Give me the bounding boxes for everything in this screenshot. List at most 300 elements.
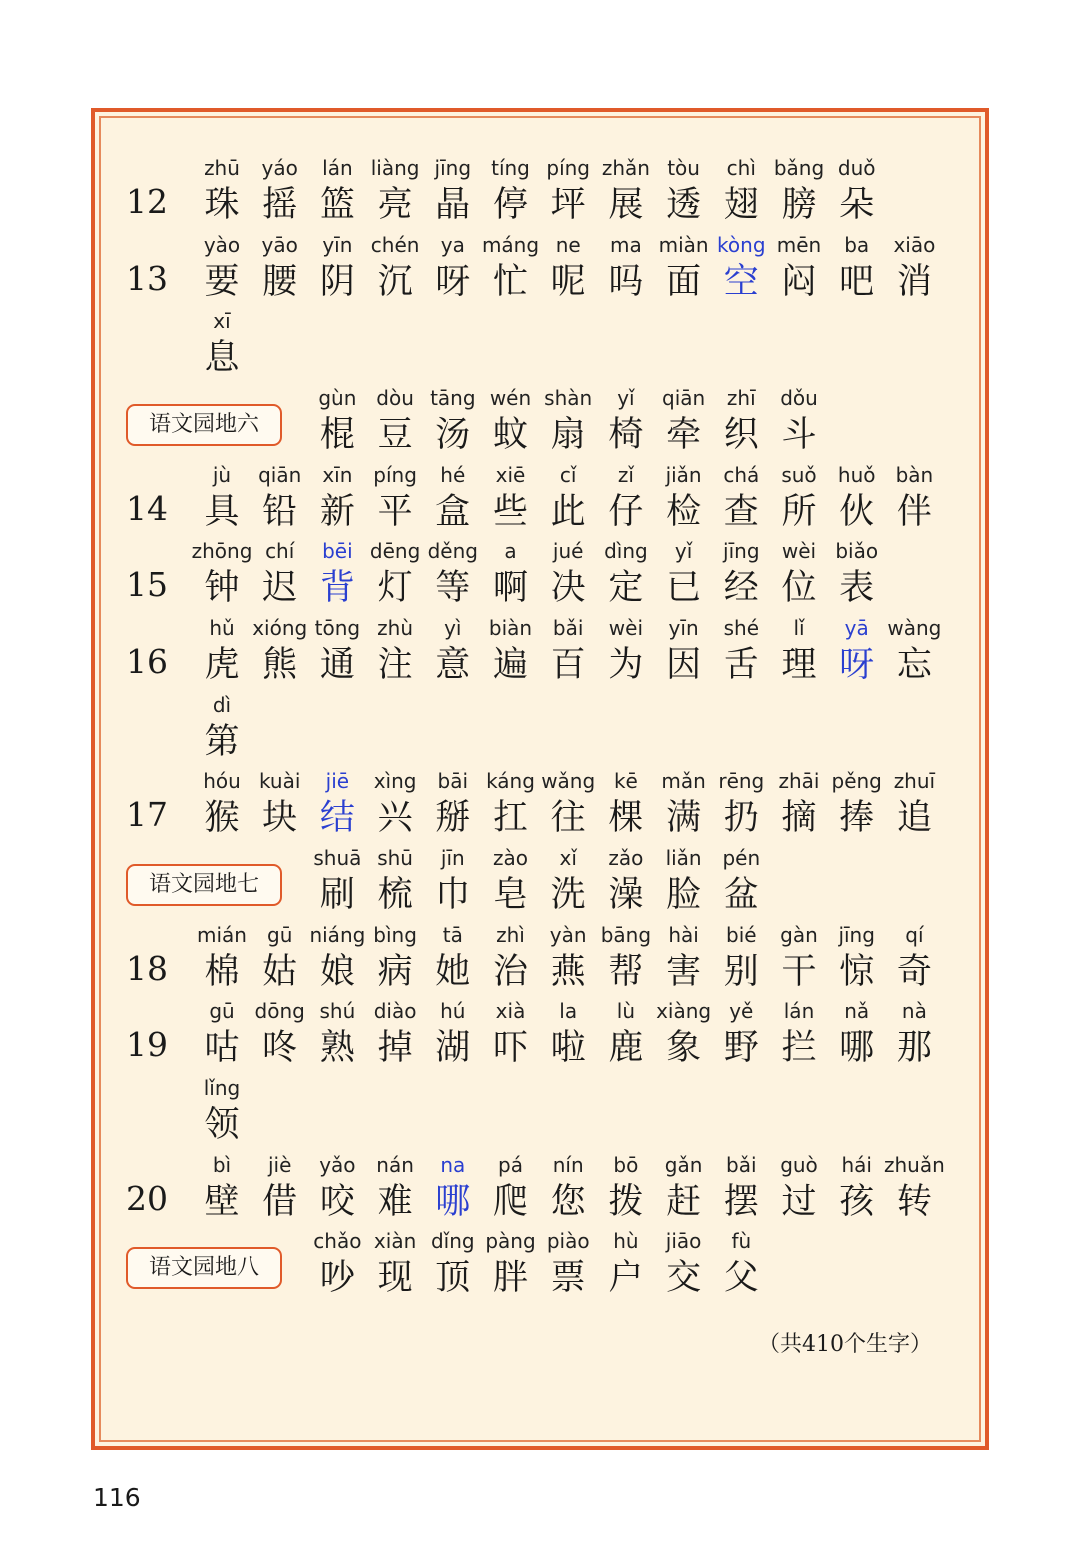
- hanzi-character: 澡: [608, 875, 644, 915]
- hanzi-character: 些: [492, 492, 528, 532]
- pinyin-label: shuā: [313, 846, 362, 870]
- pinyin-label: xǐ: [559, 846, 577, 870]
- hanzi-character: 伙: [839, 492, 875, 532]
- pinyin-label: bāi: [437, 769, 469, 793]
- hanzi-character: 蚊: [492, 415, 528, 455]
- pinyin-label: xiàng: [656, 999, 712, 1023]
- hanzi-character: 迟: [262, 568, 298, 608]
- hanzi-character: 兴: [377, 798, 413, 838]
- pinyin-label: qiān: [258, 463, 302, 487]
- hanzi-character: 湖: [435, 1028, 471, 1068]
- hanzi-character: 具: [204, 492, 240, 532]
- pinyin-label: fù: [731, 1229, 752, 1253]
- vocab-table-frame: [91, 108, 989, 1450]
- pinyin-label: biǎo: [835, 539, 879, 563]
- hanzi-character: 娘: [319, 952, 355, 992]
- pinyin-label: ba: [844, 233, 870, 257]
- hanzi-character: 吵: [319, 1258, 355, 1298]
- pinyin-label: xiàn: [373, 1229, 417, 1253]
- pinyin-label: biàn: [488, 616, 533, 640]
- hanzi-character: 注: [377, 645, 413, 685]
- lesson-number: 12: [126, 182, 168, 221]
- hanzi-character: 惊: [839, 952, 875, 992]
- pinyin-label: yǐ: [617, 386, 635, 410]
- hanzi-character: 展: [608, 185, 644, 225]
- hanzi-character: 领: [204, 1105, 240, 1145]
- pinyin-label: tíng: [491, 156, 530, 180]
- hanzi-character: 已: [666, 568, 702, 608]
- pinyin-label: tāng: [430, 386, 476, 410]
- hanzi-character: 棵: [608, 798, 644, 838]
- hanzi-character: 棍: [319, 415, 355, 455]
- pinyin-label: niáng: [309, 923, 366, 947]
- pinyin-label: dēng: [369, 539, 421, 563]
- pinyin-label: wèi: [781, 539, 817, 563]
- hanzi-character: 朵: [839, 185, 875, 225]
- pinyin-label: ya: [440, 233, 465, 257]
- pinyin-label: bì: [212, 1153, 232, 1177]
- lesson-number: 20: [126, 1179, 168, 1218]
- pinyin-label: lǐng: [203, 1076, 241, 1100]
- pinyin-label: hài: [668, 923, 699, 947]
- hanzi-character: 咬: [319, 1182, 355, 1222]
- hanzi-character: 忙: [492, 262, 528, 302]
- pinyin-label: dǒu: [780, 386, 818, 410]
- pinyin-label: bié: [726, 923, 757, 947]
- hanzi-character: 现: [377, 1258, 413, 1298]
- hanzi-character: 斗: [781, 415, 817, 455]
- hanzi-character: 扇: [550, 415, 586, 455]
- hanzi-character: 往: [550, 798, 586, 838]
- hanzi-character: 啊: [492, 568, 528, 608]
- pinyin-label: jiǎn: [665, 463, 702, 487]
- character-cell: [885, 995, 943, 1069]
- pinyin-label: hú: [440, 999, 466, 1023]
- hanzi-character: 户: [608, 1258, 644, 1298]
- pinyin-label: guò: [780, 1153, 818, 1177]
- section-badge: 语文园地八: [126, 1247, 282, 1289]
- hanzi-character: 坪: [550, 185, 586, 225]
- section-badge: 语文园地七: [126, 864, 282, 906]
- character-row: [95, 152, 985, 228]
- character-row: [95, 689, 985, 765]
- pinyin-label: liàng: [370, 156, 420, 180]
- pinyin-label: bǎi: [552, 616, 584, 640]
- hanzi-character: 别: [723, 952, 759, 992]
- pinyin-label: shū: [377, 846, 413, 870]
- hanzi-character: 遍: [492, 645, 528, 685]
- pinyin-label: xī: [213, 309, 231, 333]
- hanzi-character: 皂: [492, 875, 528, 915]
- pinyin-label: zǐ: [617, 463, 634, 487]
- hanzi-character: 织: [723, 415, 759, 455]
- pinyin-label: ne: [555, 233, 581, 257]
- hanzi-character: 结: [319, 798, 355, 838]
- hanzi-character: 捧: [839, 798, 875, 838]
- hanzi-character: 顶: [435, 1258, 471, 1298]
- pinyin-label: huǒ: [837, 463, 876, 487]
- hanzi-character: 吓: [492, 1028, 528, 1068]
- character-cell: [885, 919, 943, 993]
- hanzi-character: 票: [550, 1258, 586, 1298]
- hanzi-character: 位: [781, 568, 817, 608]
- hanzi-character: 新: [319, 492, 355, 532]
- hanzi-character: 铅: [262, 492, 298, 532]
- pinyin-label: kē: [613, 769, 638, 793]
- hanzi-character: 拨: [608, 1182, 644, 1222]
- hanzi-character: 赶: [666, 1182, 702, 1222]
- pinyin-label: hái: [841, 1153, 872, 1177]
- hanzi-character: 所: [781, 492, 817, 532]
- pinyin-label: bāng: [600, 923, 652, 947]
- pinyin-label: cǐ: [559, 463, 577, 487]
- hanzi-character: 借: [262, 1182, 298, 1222]
- character-row: [95, 1072, 985, 1148]
- pinyin-label: zhōng: [191, 539, 253, 563]
- hanzi-character: 阴: [319, 262, 355, 302]
- character-cell: [193, 1072, 251, 1146]
- hanzi-character: 盆: [723, 875, 759, 915]
- hanzi-character: 椅: [608, 415, 644, 455]
- hanzi-character: 野: [723, 1028, 759, 1068]
- pinyin-label: dì: [212, 693, 232, 717]
- hanzi-character: 理: [781, 645, 817, 685]
- hanzi-character: 翅: [723, 185, 759, 225]
- hanzi-character: 象: [666, 1028, 702, 1068]
- pinyin-label: bō: [613, 1153, 639, 1177]
- pinyin-label: dǐng: [430, 1229, 475, 1253]
- character-row: [95, 305, 985, 381]
- pinyin-label: la: [559, 999, 578, 1023]
- pinyin-label: chǎo: [313, 1229, 362, 1253]
- character-row: [95, 612, 985, 688]
- section-badge: 语文园地六: [126, 404, 282, 446]
- pinyin-label: píng: [373, 463, 417, 487]
- pinyin-label: gū: [209, 999, 235, 1023]
- pinyin-label: zǎo: [608, 846, 644, 870]
- pinyin-label: chì: [726, 156, 756, 180]
- pinyin-label: bìng: [373, 923, 417, 947]
- pinyin-label: zhuǎn: [884, 1153, 945, 1177]
- pinyin-label: zhǎn: [601, 156, 650, 180]
- hanzi-character: 为: [608, 645, 644, 685]
- hanzi-character: 父: [723, 1258, 759, 1298]
- hanzi-character: 篮: [319, 185, 355, 225]
- hanzi-character: 决: [550, 568, 586, 608]
- pinyin-label: gū: [267, 923, 293, 947]
- hanzi-character: 拦: [781, 1028, 817, 1068]
- pinyin-label: shé: [723, 616, 759, 640]
- hanzi-character: 腰: [262, 262, 298, 302]
- character-row: [95, 919, 985, 995]
- hanzi-character: 扛: [492, 798, 528, 838]
- character-cell: [885, 229, 943, 303]
- hanzi-character: 定: [608, 568, 644, 608]
- pinyin-label: xià: [495, 999, 526, 1023]
- character-cell: [885, 612, 943, 686]
- pinyin-label: mián: [197, 923, 247, 947]
- hanzi-character: 因: [666, 645, 702, 685]
- pinyin-label: máng: [481, 233, 540, 257]
- pinyin-label: zhāi: [778, 769, 820, 793]
- pinyin-label: bǎng: [773, 156, 825, 180]
- pinyin-label: piào: [546, 1229, 590, 1253]
- hanzi-character: 她: [435, 952, 471, 992]
- hanzi-character: 摆: [723, 1182, 759, 1222]
- hanzi-character: 过: [781, 1182, 817, 1222]
- pinyin-label: diào: [373, 999, 417, 1023]
- pinyin-label: yàn: [549, 923, 587, 947]
- hanzi-character: 熊: [262, 645, 298, 685]
- page-number: 116: [93, 1483, 141, 1512]
- hanzi-character: 呢: [550, 262, 586, 302]
- hanzi-character: 咕: [204, 1028, 240, 1068]
- hanzi-character: 伴: [896, 492, 932, 532]
- character-cell: [885, 1149, 943, 1223]
- hanzi-character: 摘: [781, 798, 817, 838]
- hanzi-character: 鹿: [608, 1028, 644, 1068]
- hanzi-character: 查: [723, 492, 759, 532]
- hanzi-character: 病: [377, 952, 413, 992]
- hanzi-character: 呀: [839, 645, 875, 685]
- lesson-number: 19: [126, 1025, 168, 1064]
- pinyin-label: pá: [498, 1153, 523, 1177]
- character-row: [95, 1149, 985, 1225]
- pinyin-label: lán: [322, 156, 353, 180]
- hanzi-character: 呀: [435, 262, 471, 302]
- character-row: [95, 229, 985, 305]
- hanzi-character: 难: [377, 1182, 413, 1222]
- pinyin-label: chí: [265, 539, 295, 563]
- character-cell: [193, 689, 251, 763]
- hanzi-character: 转: [896, 1182, 932, 1222]
- pinyin-label: hóu: [203, 769, 241, 793]
- hanzi-character: 帮: [608, 952, 644, 992]
- character-row: [95, 459, 985, 535]
- pinyin-label: mēn: [776, 233, 822, 257]
- character-row: [95, 1225, 985, 1301]
- pinyin-label: píng: [546, 156, 590, 180]
- hanzi-character: 追: [896, 798, 932, 838]
- pinyin-label: duǒ: [837, 156, 876, 180]
- pinyin-label: mǎn: [661, 769, 706, 793]
- hanzi-character: 掰: [435, 798, 471, 838]
- character-cell: [712, 1225, 770, 1299]
- hanzi-character: 梳: [377, 875, 413, 915]
- pinyin-label: nǎ: [844, 999, 870, 1023]
- character-cell: [712, 842, 770, 916]
- hanzi-character: 您: [550, 1182, 586, 1222]
- hanzi-character: 表: [839, 568, 875, 608]
- character-row: [95, 842, 985, 918]
- character-row: [95, 995, 985, 1071]
- hanzi-character: 灯: [377, 568, 413, 608]
- pinyin-label: dòu: [376, 386, 414, 410]
- character-cell: [770, 382, 828, 456]
- hanzi-character: 熟: [319, 1028, 355, 1068]
- hanzi-character: 第: [204, 722, 240, 762]
- hanzi-character: 通: [319, 645, 355, 685]
- hanzi-character: 巾: [435, 875, 471, 915]
- pinyin-label: ma: [610, 233, 642, 257]
- hanzi-character: 珠: [204, 185, 240, 225]
- pinyin-label: kòng: [717, 233, 766, 257]
- hanzi-character: 盒: [435, 492, 471, 532]
- pinyin-label: suǒ: [781, 463, 817, 487]
- pinyin-label: lù: [616, 999, 635, 1023]
- pinyin-label: yāo: [261, 233, 298, 257]
- pinyin-label: xiāo: [893, 233, 936, 257]
- pinyin-label: zhuī: [893, 769, 936, 793]
- hanzi-character: 亮: [377, 185, 413, 225]
- hanzi-character: 胖: [492, 1258, 528, 1298]
- pinyin-label: kuài: [258, 769, 301, 793]
- pinyin-label: gàn: [780, 923, 818, 947]
- hanzi-character: 啦: [550, 1028, 586, 1068]
- character-row: [95, 765, 985, 841]
- hanzi-character: 孩: [839, 1182, 875, 1222]
- hanzi-character: 透: [666, 185, 702, 225]
- pinyin-label: gǎn: [664, 1153, 703, 1177]
- hanzi-character: 要: [204, 262, 240, 302]
- hanzi-character: 舌: [723, 645, 759, 685]
- character-cell: [828, 535, 886, 609]
- pinyin-label: jīng: [838, 923, 875, 947]
- hanzi-character: 扔: [723, 798, 759, 838]
- hanzi-character: 仔: [608, 492, 644, 532]
- hanzi-character: 背: [319, 568, 355, 608]
- pinyin-label: pàng: [485, 1229, 536, 1253]
- hanzi-character: 空: [723, 262, 759, 302]
- hanzi-character: 牵: [666, 415, 702, 455]
- hanzi-character: 爬: [492, 1182, 528, 1222]
- pinyin-label: yě: [729, 999, 754, 1023]
- pinyin-label: pěng: [831, 769, 882, 793]
- pinyin-label: jīn: [440, 846, 465, 870]
- pinyin-label: yǐ: [674, 539, 693, 563]
- character-cell: [828, 152, 886, 226]
- pinyin-label: pén: [722, 846, 761, 870]
- pinyin-label: chá: [723, 463, 760, 487]
- hanzi-character: 壁: [204, 1182, 240, 1222]
- hanzi-character: 停: [492, 185, 528, 225]
- hanzi-character: 豆: [377, 415, 413, 455]
- hanzi-character: 此: [550, 492, 586, 532]
- character-cell: [885, 765, 943, 839]
- lesson-number: 17: [126, 795, 168, 834]
- hanzi-character: 满: [666, 798, 702, 838]
- pinyin-label: rēng: [718, 769, 765, 793]
- lesson-number: 13: [126, 259, 168, 298]
- hanzi-character: 晶: [435, 185, 471, 225]
- lesson-number: 18: [126, 949, 168, 988]
- pinyin-label: xiē: [495, 463, 526, 487]
- pinyin-label: jīng: [434, 156, 472, 180]
- pinyin-label: jué: [552, 539, 584, 563]
- hanzi-character: 刷: [319, 875, 355, 915]
- hanzi-character: 忘: [896, 645, 932, 685]
- pinyin-label: lán: [783, 999, 815, 1023]
- hanzi-character: 消: [896, 262, 932, 302]
- pinyin-label: xìng: [373, 769, 417, 793]
- pinyin-label: bǎi: [726, 1153, 757, 1177]
- hanzi-character: 奇: [896, 952, 932, 992]
- hanzi-character: 干: [781, 952, 817, 992]
- pinyin-label: děng: [427, 539, 478, 563]
- hanzi-character: 闷: [781, 262, 817, 302]
- pinyin-label: a: [504, 539, 517, 563]
- hanzi-character: 检: [666, 492, 702, 532]
- hanzi-character: 吗: [608, 262, 644, 302]
- pinyin-label: wèi: [608, 616, 643, 640]
- pinyin-label: zhì: [496, 923, 525, 947]
- pinyin-label: qí: [905, 923, 924, 947]
- hanzi-character: 钟: [204, 568, 240, 608]
- hanzi-character: 那: [896, 1028, 932, 1068]
- pinyin-label: wàng: [887, 616, 942, 640]
- pinyin-label: bàn: [895, 463, 934, 487]
- pinyin-label: yì: [444, 616, 462, 640]
- pinyin-label: nà: [901, 999, 927, 1023]
- pinyin-label: yáo: [261, 156, 298, 180]
- character-row: [95, 382, 985, 458]
- pinyin-label: liǎn: [665, 846, 702, 870]
- pinyin-label: yīn: [322, 233, 353, 257]
- pinyin-label: hé: [440, 463, 466, 487]
- pinyin-label: zào: [493, 846, 528, 870]
- pinyin-label: wén: [489, 386, 532, 410]
- hanzi-character: 掉: [377, 1028, 413, 1068]
- pinyin-label: zhū: [204, 156, 240, 180]
- hanzi-character: 百: [550, 645, 586, 685]
- pinyin-label: zhù: [377, 616, 414, 640]
- lesson-number: 14: [126, 489, 168, 528]
- hanzi-character: 息: [204, 338, 240, 378]
- hanzi-character: 治: [492, 952, 528, 992]
- total-count-note: （共410个生字）: [758, 1332, 932, 1357]
- pinyin-label: jiāo: [665, 1229, 702, 1253]
- hanzi-character: 意: [435, 645, 471, 685]
- pinyin-label: xióng: [252, 616, 308, 640]
- pinyin-label: jiē: [325, 769, 350, 793]
- pinyin-label: hù: [613, 1229, 639, 1253]
- pinyin-label: shú: [319, 999, 356, 1023]
- pinyin-label: na: [440, 1153, 466, 1177]
- pinyin-label: nán: [376, 1153, 414, 1177]
- pinyin-label: jīng: [723, 539, 760, 563]
- pinyin-label: nín: [552, 1153, 584, 1177]
- pinyin-label: xīn: [322, 463, 353, 487]
- hanzi-character: 哪: [435, 1182, 471, 1222]
- hanzi-character: 哪: [839, 1028, 875, 1068]
- character-row: [95, 535, 985, 611]
- hanzi-character: 面: [666, 262, 702, 302]
- pinyin-label: dìng: [604, 539, 648, 563]
- hanzi-character: 平: [377, 492, 413, 532]
- pinyin-label: jiè: [267, 1153, 292, 1177]
- pinyin-label: chén: [370, 233, 420, 257]
- character-cell: [193, 305, 251, 379]
- pinyin-label: tòu: [667, 156, 700, 180]
- pinyin-label: hǔ: [209, 616, 235, 640]
- pinyin-label: dōng: [254, 999, 305, 1023]
- hanzi-character: 燕: [550, 952, 586, 992]
- hanzi-character: 虎: [204, 645, 240, 685]
- pinyin-label: tā: [442, 923, 463, 947]
- hanzi-character: 脸: [666, 875, 702, 915]
- hanzi-character: 害: [666, 952, 702, 992]
- hanzi-character: 咚: [262, 1028, 298, 1068]
